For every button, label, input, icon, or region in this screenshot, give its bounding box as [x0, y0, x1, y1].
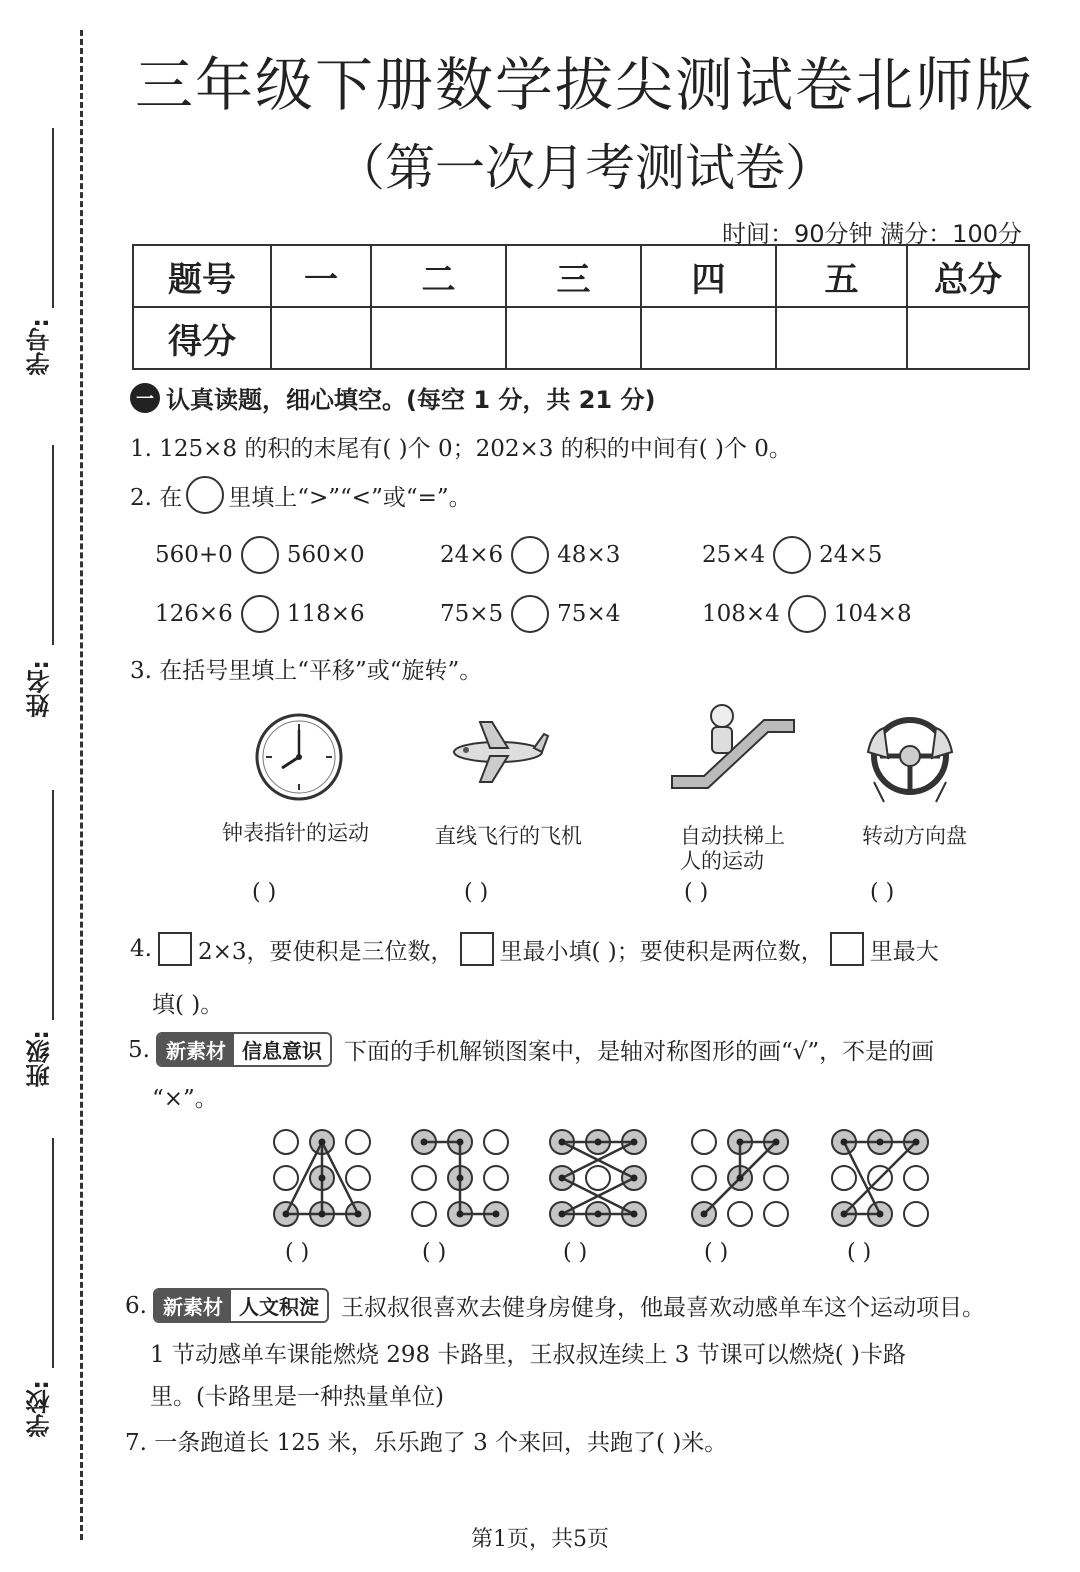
q5-text-line2: “×”。: [152, 1086, 218, 1112]
compare-left: 75×5: [440, 601, 504, 627]
pattern-dot-center: [631, 1175, 638, 1182]
compare-item: [702, 595, 912, 633]
answer-paren[interactable]: ( ): [252, 880, 277, 905]
compare-left: 25×4: [702, 542, 766, 568]
answer-paren[interactable]: ( ): [684, 880, 709, 905]
score-header-cell: 五: [776, 245, 907, 307]
pattern-dot: [346, 1130, 370, 1154]
score-header-row: [133, 245, 1029, 307]
unlock-pattern-grid: [690, 1128, 790, 1228]
name-underline: [52, 445, 54, 645]
caption-escalator-2: 人的运动: [680, 849, 764, 873]
pattern-dot: [346, 1166, 370, 1190]
page-subtitle: （第一次月考测试卷）: [335, 139, 835, 197]
answer-paren[interactable]: ( ): [464, 880, 489, 905]
pattern-dot: [728, 1202, 752, 1226]
class-label: 班级:: [26, 1030, 54, 1088]
score-input-cell[interactable]: [641, 307, 776, 369]
compare-answer-circle[interactable]: [788, 595, 826, 633]
school-underline: [52, 1138, 54, 1368]
digit-box[interactable]: [460, 932, 494, 966]
q2-suffix: 里填上“>”“<”或“=”。: [228, 484, 472, 511]
question-5: [128, 1032, 934, 1067]
q6-line3: 里。(卡路里是一种热量单位): [150, 1384, 444, 1410]
pattern-dot: [484, 1130, 508, 1154]
compare-left: 108×4: [702, 601, 780, 627]
pattern-dot: [484, 1166, 508, 1190]
name-label: 姓名:: [26, 660, 54, 718]
score-row-label: 得分: [133, 307, 271, 369]
pattern-dot-center: [457, 1211, 464, 1218]
tag-info-awareness: 信息意识: [234, 1034, 330, 1065]
page-footer: 第1页，共5页: [471, 1527, 609, 1552]
airplane-icon: [450, 718, 550, 788]
question-2: [130, 476, 472, 514]
pattern-dot-center: [841, 1211, 848, 1218]
score-input-cell[interactable]: [776, 307, 907, 369]
pattern-dot-center: [913, 1139, 920, 1146]
pattern-dot-center: [421, 1139, 428, 1146]
pattern-dot: [764, 1166, 788, 1190]
q2-prefix: 2. 在: [130, 484, 183, 511]
pattern-dot: [692, 1130, 716, 1154]
tag-new-material: 新素材: [158, 1034, 234, 1065]
q4-part-c: 里最大: [869, 938, 939, 965]
q4-part-a: 2×3，要使积是三位数，: [197, 938, 454, 965]
caption-clock: 钟表指针的运动: [222, 821, 369, 845]
score-input-cell[interactable]: [506, 307, 641, 369]
pattern-dot-center: [559, 1139, 566, 1146]
pattern-dot: [904, 1166, 928, 1190]
compare-item: [155, 536, 365, 574]
pattern-dot-center: [737, 1175, 744, 1182]
compare-right: 75×4: [557, 601, 621, 627]
pattern-dot: [412, 1166, 436, 1190]
score-value-row: [133, 307, 1029, 369]
question-6: [125, 1288, 985, 1323]
escalator-icon: [668, 702, 798, 798]
compare-right: 118×6: [286, 601, 365, 627]
question-4-line2: 填( )。: [152, 992, 224, 1018]
score-input-cell[interactable]: [907, 307, 1029, 369]
pattern-dot-center: [631, 1139, 638, 1146]
compare-answer-circle[interactable]: [241, 536, 279, 574]
pattern-dot-center: [319, 1175, 326, 1182]
pattern-dot-center: [457, 1175, 464, 1182]
compare-answer-circle[interactable]: [241, 595, 279, 633]
pattern-dot: [274, 1166, 298, 1190]
q6-line1: 王叔叔很喜欢去健身房健身，他最喜欢动感单车这个运动项目。: [340, 1295, 985, 1321]
pattern-dot-center: [457, 1139, 464, 1146]
digit-box[interactable]: [830, 932, 864, 966]
unlock-pattern-grid: [272, 1128, 372, 1228]
caption-escalator-1: 自动扶梯上: [680, 824, 785, 848]
score-header-cell: 四: [641, 245, 776, 307]
compare-left: 24×6: [440, 542, 504, 568]
pattern-dot-center: [773, 1139, 780, 1146]
question-3: 3. 在括号里填上“平移”或“旋转”。: [130, 658, 483, 684]
compare-item: [155, 595, 365, 633]
score-header-cell: 题号: [133, 245, 271, 307]
pattern-dot-center: [737, 1139, 744, 1146]
score-table: [132, 244, 1030, 370]
pattern-dot: [904, 1202, 928, 1226]
compare-answer-circle[interactable]: [511, 536, 549, 574]
compare-item: [440, 595, 620, 633]
compare-item: [702, 536, 882, 574]
q5-text: 下面的手机解锁图案中，是轴对称图形的画“√”，不是的画: [343, 1039, 935, 1065]
score-input-cell[interactable]: [271, 307, 371, 369]
pattern-dot: [412, 1202, 436, 1226]
q5-tag: [156, 1032, 332, 1067]
score-header-cell: 一: [271, 245, 371, 307]
pattern-dot-center: [595, 1211, 602, 1218]
compare-right: 104×8: [833, 601, 912, 627]
page-title: 三年级下册数学拔尖测试卷北师版: [134, 51, 1035, 119]
id-underline: [52, 128, 54, 308]
compare-right: 48×3: [557, 542, 621, 568]
caption-steering: 转动方向盘: [862, 824, 967, 848]
pattern-dot-center: [877, 1211, 884, 1218]
compare-item: [440, 536, 620, 574]
pattern-dot: [692, 1166, 716, 1190]
answer-paren[interactable]: ( ): [704, 1240, 729, 1265]
section-number-badge: 一: [130, 383, 160, 413]
clock-icon: [254, 712, 344, 802]
school-label: 学校:: [26, 1380, 54, 1438]
pattern-dot-center: [631, 1211, 638, 1218]
compare-left: 560+0: [155, 542, 233, 568]
pattern-dot-center: [877, 1139, 884, 1146]
q6-line2: 1 节动感单车课能燃烧 298 卡路里，王叔叔连续上 3 节课可以燃烧( )卡路: [150, 1342, 906, 1368]
q4-number: 4.: [130, 936, 152, 962]
q6-tag: [153, 1288, 329, 1323]
time-score-info: 时间：90分钟 满分：100分: [722, 220, 1022, 248]
pattern-dot-center: [493, 1211, 500, 1218]
pattern-dot-center: [283, 1211, 290, 1218]
pattern-dot-center: [841, 1139, 848, 1146]
score-header-cell: 二: [371, 245, 506, 307]
question-1: 1. 125×8 的积的末尾有( )个 0；202×3 的积的中间有( )个 0。: [130, 436, 792, 462]
id-label: 学号:: [26, 318, 54, 376]
compare-right: 24×5: [819, 542, 883, 568]
caption-airplane: 直线飞行的飞机: [435, 824, 582, 848]
tag-new-material: 新素材: [155, 1290, 231, 1321]
answer-paren[interactable]: ( ): [422, 1240, 447, 1265]
question-4: [130, 932, 939, 966]
question-7: 7. 一条跑道长 125 米，乐乐跑了 3 个来回，共跑了( )米。: [125, 1430, 728, 1456]
score-header-cell: 总分: [907, 245, 1029, 307]
compare-answer-circle[interactable]: [511, 595, 549, 633]
compare-left: 126×6: [155, 601, 233, 627]
compare-right: 560×0: [286, 542, 365, 568]
compare-answer-circle[interactable]: [773, 536, 811, 574]
unlock-pattern-grid: [410, 1128, 510, 1228]
pattern-dot-center: [319, 1211, 326, 1218]
section-title: 认真读题，细心填空。(每空 1 分，共 21 分): [166, 386, 656, 414]
pattern-dot-center: [595, 1139, 602, 1146]
steering-wheel-icon: [860, 712, 960, 804]
pattern-dot: [832, 1166, 856, 1190]
answer-paren[interactable]: ( ): [847, 1240, 872, 1265]
answer-paren[interactable]: ( ): [285, 1240, 310, 1265]
tag-humanities: 人文积淀: [231, 1290, 327, 1321]
answer-paren[interactable]: ( ): [563, 1240, 588, 1265]
pattern-dot-center: [701, 1211, 708, 1218]
score-header-cell: 三: [506, 245, 641, 307]
q6-number: 6.: [125, 1292, 147, 1319]
pattern-dot-center: [559, 1211, 566, 1218]
digit-box[interactable]: [158, 932, 192, 966]
compare-circle-sample: [186, 476, 224, 514]
unlock-pattern-grid: [548, 1128, 648, 1228]
class-underline: [52, 790, 54, 1020]
answer-paren[interactable]: ( ): [870, 880, 895, 905]
pattern-dot-center: [319, 1139, 326, 1146]
pattern-dot: [764, 1202, 788, 1226]
score-input-cell[interactable]: [371, 307, 506, 369]
pattern-dot-center: [355, 1211, 362, 1218]
unlock-pattern-grid: [830, 1128, 930, 1228]
binding-dashed-line: [80, 30, 83, 1540]
pattern-dot: [586, 1166, 610, 1190]
pattern-dot-center: [559, 1175, 566, 1182]
pattern-dot: [274, 1130, 298, 1154]
section-header: [130, 380, 655, 415]
q5-number: 5.: [128, 1036, 150, 1063]
q4-part-b: 里最小填( )；要使积是两位数，: [499, 938, 824, 965]
